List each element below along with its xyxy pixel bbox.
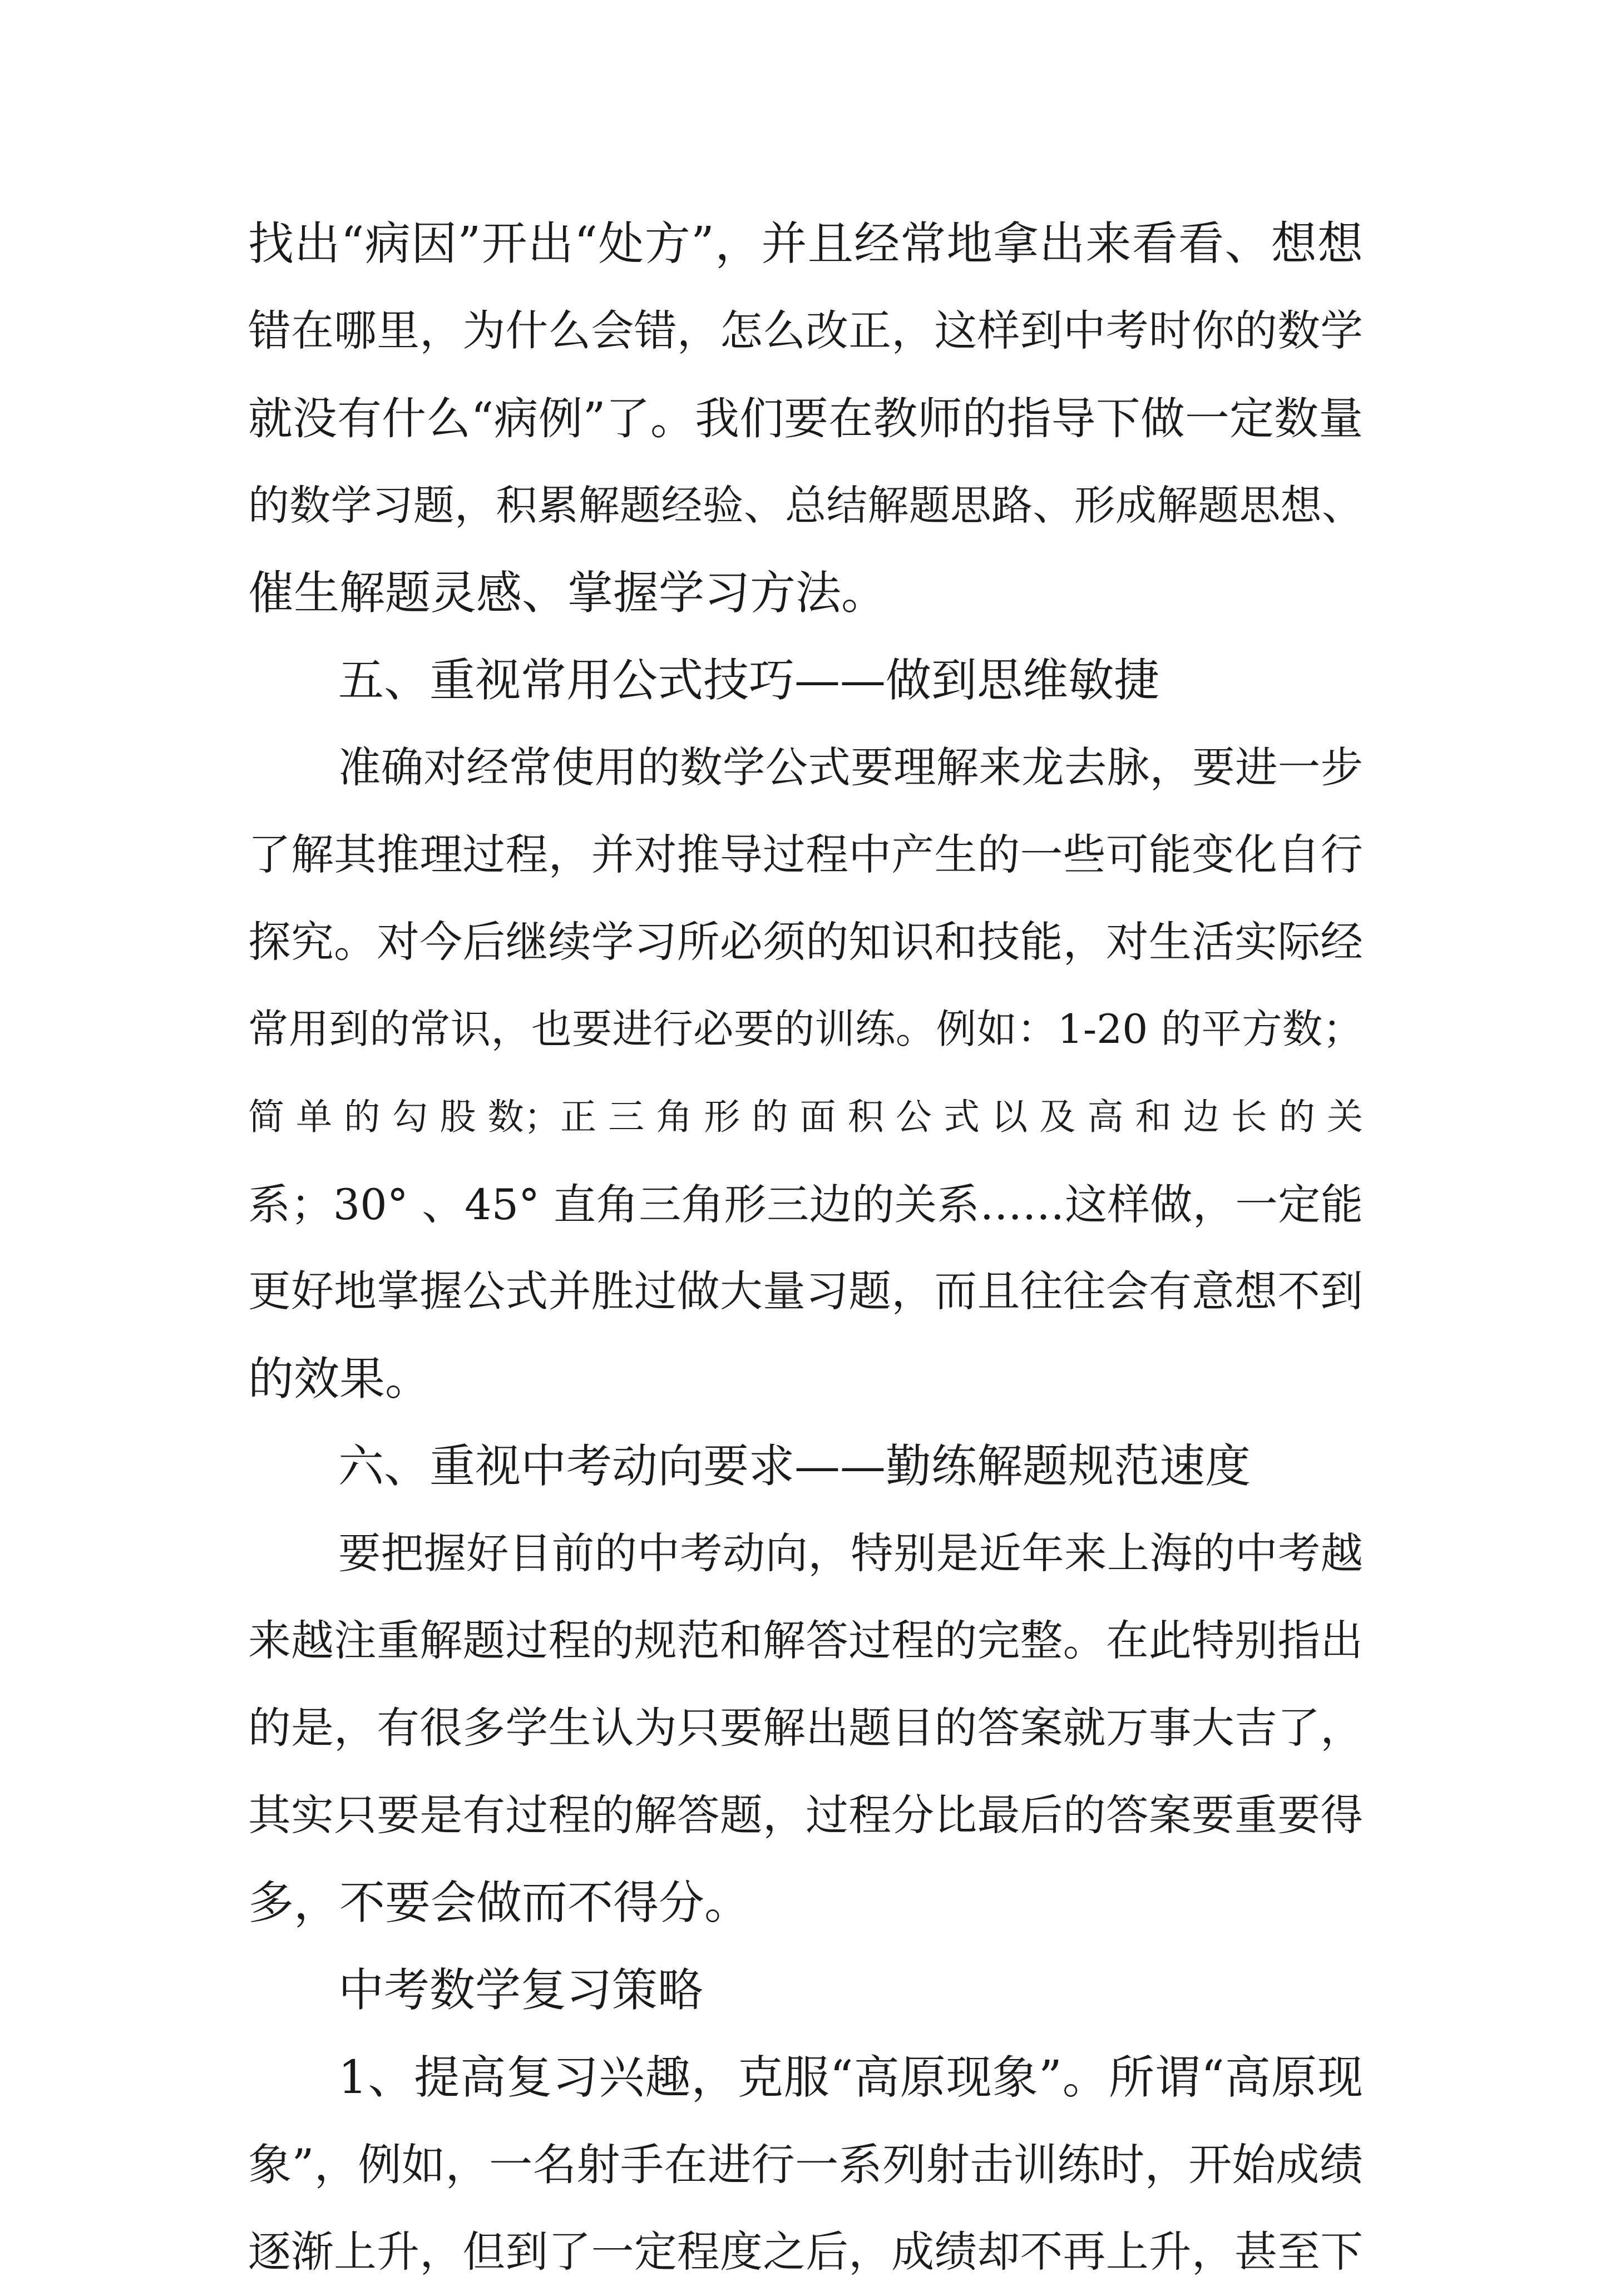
text-line: 要把握好目前的中考动向，特别是近年来上海的中考越	[338, 1529, 1363, 1578]
section-heading-formulas	[248, 637, 1363, 724]
section-heading: 五、重视常用公式技巧——做到思维敏捷	[338, 654, 1160, 707]
text-line: 催生解题灵感、掌握学习方法。	[248, 567, 887, 620]
paragraph-continuation	[248, 200, 1363, 637]
text-line: 了解其推理过程，并对推导过程中产生的一些可能变化自行	[248, 830, 1363, 880]
text-line: 系；30° 、45° 直角三角形三边的关系……这样做，一定能	[248, 1180, 1363, 1229]
text-line: 准确对经常使用的数学公式要理解来龙去脉，要进一步	[338, 743, 1363, 793]
paragraph-strategy-1	[248, 2034, 1363, 2296]
text-line: 就没有什么“病例”了。我们要在教师的指导下做一定数量	[248, 393, 1363, 444]
document-body	[248, 200, 1363, 2296]
paragraph-exam-trends	[248, 1510, 1363, 1947]
text-line: 常用到的常识，也要进行必要的训练。例如：1-20 的平方数；	[248, 1006, 1363, 1053]
section-heading-exam-trends	[248, 1423, 1363, 1510]
text-line: 的效果。	[248, 1353, 431, 1406]
section-heading: 六、重视中考动向要求——勤练解题规范速度	[338, 1440, 1251, 1493]
section-heading-review-strategy	[248, 1947, 1363, 2034]
text-line: 探究。对今后继续学习所必须的知识和技能，对生活实际经	[248, 918, 1363, 967]
text-line: 逐渐上升，但到了一定程度之后，成绩却不再上升，甚至下	[248, 2228, 1363, 2277]
paragraph-formulas	[248, 724, 1363, 1423]
text-line: 简 单 的 勾 股 数；正 三 角 形 的 面 积 公 式 以 及 高 和 边 长 的 关	[248, 1096, 1363, 1138]
text-line: 多，不要会做而不得分。	[248, 1877, 750, 1929]
text-line: 象”，例如，一名射手在进行一系列射击训练时，开始成绩	[248, 2140, 1363, 2190]
text-line: 1、提高复习兴趣，克服“高原现象”。所谓“高原现	[338, 2051, 1363, 2104]
text-line: 的是，有很多学生认为只要解出题目的答案就万事大吉了，	[248, 1704, 1363, 1753]
text-line: 其实只要是有过程的解答题，过程分比最后的答案要重要得	[248, 1791, 1363, 1840]
text-line: 更好地掌握公式并胜过做大量习题，而且往往会有意想不到	[248, 1267, 1363, 1317]
text-line: 来越注重解题过程的规范和解答过程的完整。在此特别指出	[248, 1616, 1363, 1666]
section-heading: 中考数学复习策略	[338, 1964, 704, 2017]
text-line: 的数学习题，积累解题经验、总结解题思路、形成解题思想、	[248, 482, 1363, 530]
text-line: 错在哪里，为什么会错，怎么改正，这样到中考时你的数学	[248, 306, 1363, 356]
text-line: 找出“病因”开出“处方”，并且经常地拿出来看看、想想	[248, 217, 1363, 270]
